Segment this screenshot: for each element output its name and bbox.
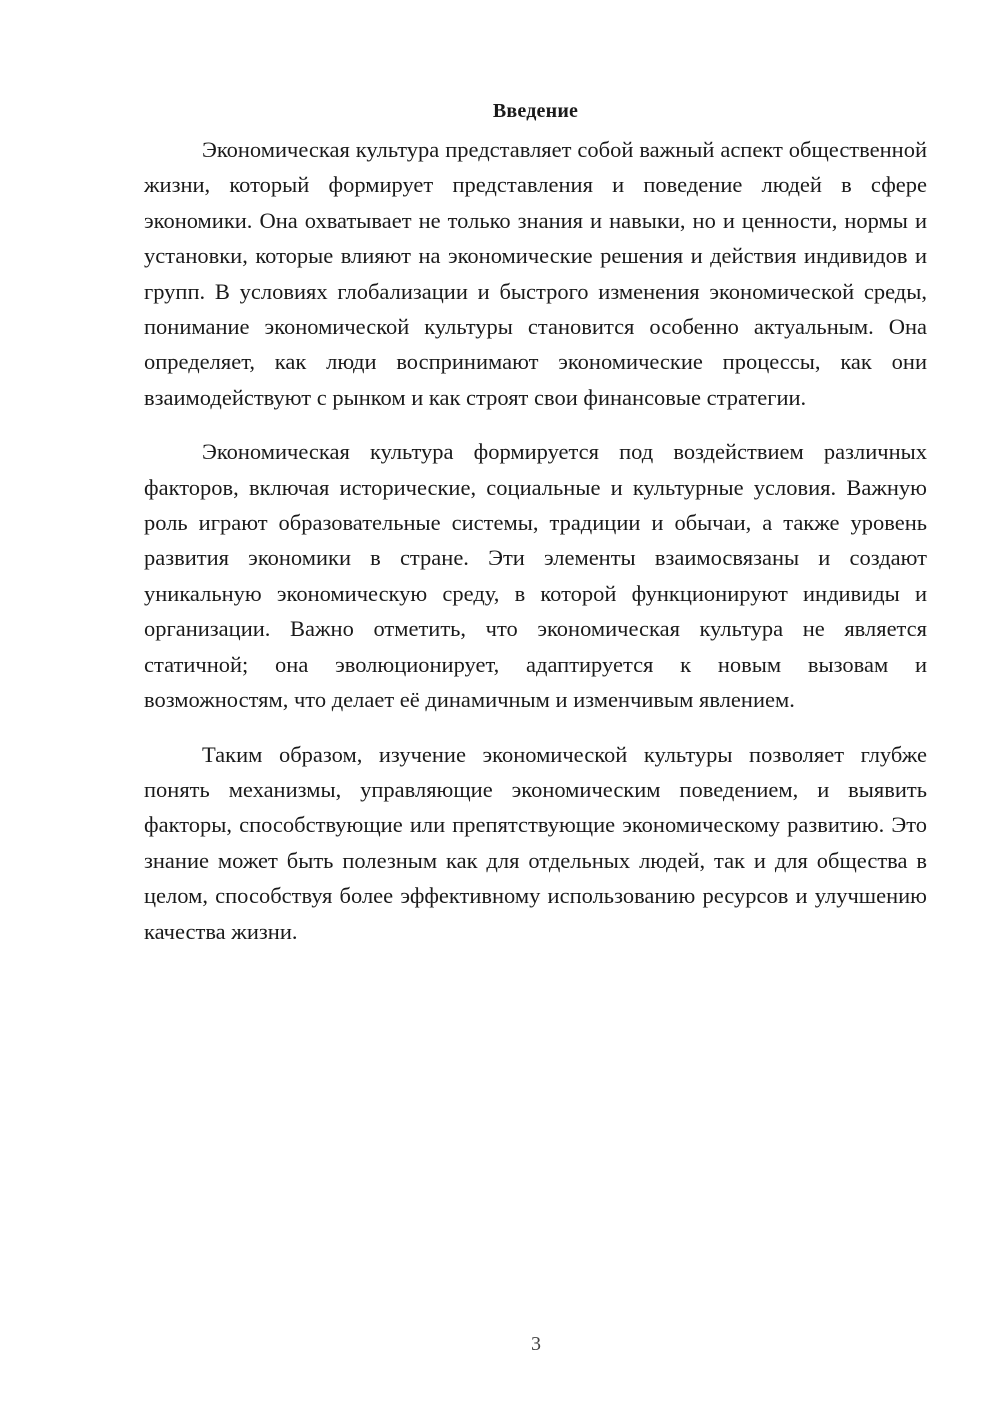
section-title: Введение — [492, 100, 579, 122]
page-number: 3 — [531, 1333, 541, 1355]
paragraph-1: Экономическая культура представляет собой важный аспект общественной жизни, который формирует представления и поведение людей в сфере экономики. Она охватывает не только знания и навыки, но и ценности, нормы и установки, которые влияют на экономические решения и действия индивидов и групп. В условиях глобализации и быстрого изменения экономической среды, понимание экономической культуры становится особенно актуальным. Она определяет, как люди воспринимают экономические процессы, как они взаимодействуют с рынком и как строят свои финансовые стратегии. — [144, 137, 927, 410]
paragraph-3: Таким образом, изучение экономической культуры позволяет глубже понять механизмы, управляющие экономическим поведением, и выявить факторы, способствующие или препятствующие экономическому развитию. Это знание может быть полезным как для отдельных людей, так и для общества в целом, способствуя более эффективному использованию ресурсов и улучшению качества жизни. — [144, 741, 927, 944]
paragraph-2: Экономическая культура формируется под воздействием различных факторов, включая исторические, социальные и культурные условия. Важную роль играют образовательные системы, традиции и обычаи, а также уровень развития экономики в стране. Эти элементы взаимосвязаны и создают уникальную экономическую среду, в которой функционируют индивиды и организации. Важно отметить, что экономическая культура не является статичной; она эволюционирует, адаптируется к новым вызовам и возможностям, что делает её динамичным и изменчивым явлением. — [144, 439, 927, 713]
page-content — [144, 96, 927, 968]
